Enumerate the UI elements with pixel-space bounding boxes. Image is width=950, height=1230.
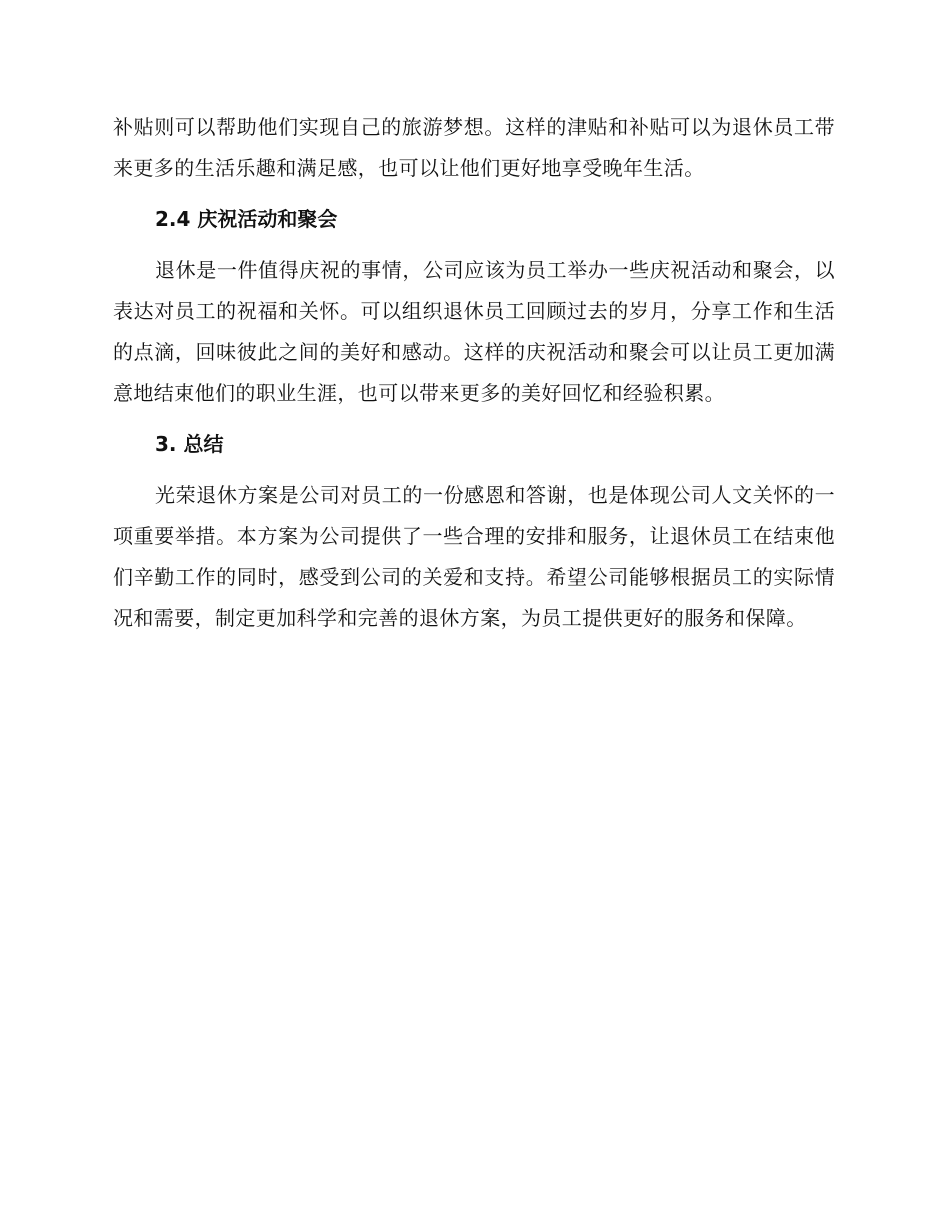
continued-paragraph: 补贴则可以帮助他们实现自己的旅游梦想。这样的津贴和补贴可以为退休员工带来更多的生活乐趣和满足感，也可以让他们更好地享受晚年生活。 xyxy=(113,115,835,180)
section-3-paragraph: 光荣退休方案是公司对员工的一份感恩和答谢，也是体现公司人文关怀的一项重要举措。本方案为公司提供了一些合理的安排和服务，让退休员工在结束他们辛勤工作的同时，感受到公司的关爱和支持。希望公司能够根据员工的实际情况和需要，制定更加科学和完善的退休方案，为员工提供更好的服务和保障。 xyxy=(113,483,835,630)
section-2-4-paragraph: 退休是一件值得庆祝的事情，公司应该为员工举办一些庆祝活动和聚会，以表达对员工的祝福和关怀。可以组织退休员工回顾过去的岁月，分享工作和生活的点滴，回味彼此之间的美好和感动。这样的庆祝活动和聚会可以让员工更加满意地结束他们的职业生涯，也可以带来更多的美好回忆和经验积累。 xyxy=(113,258,835,405)
document-body xyxy=(113,107,835,639)
section-heading-3: 3. 总结 xyxy=(155,432,224,456)
section-heading-2-4: 2.4 庆祝活动和聚会 xyxy=(155,207,338,231)
